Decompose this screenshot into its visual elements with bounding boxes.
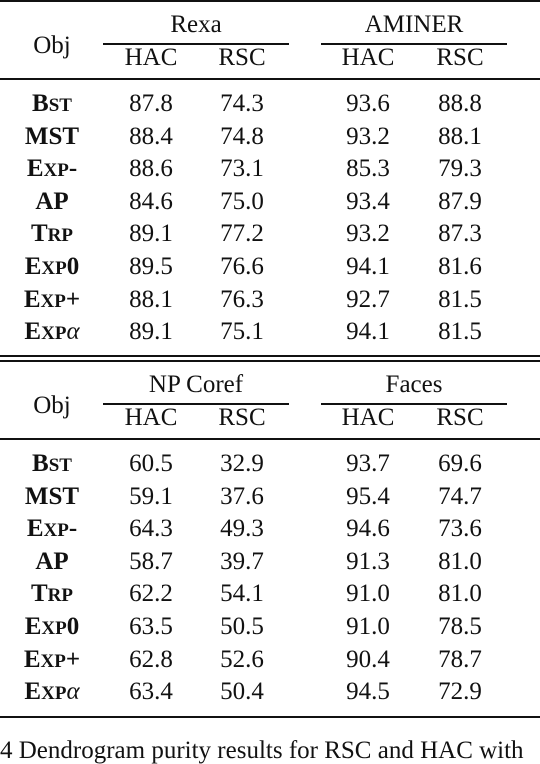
table-cell: 77.2 (220, 220, 264, 248)
table-cell: 95.4 (346, 482, 390, 510)
objective-label: BST (32, 90, 72, 117)
sub-header-hac: HAC (341, 44, 395, 71)
objective-label: EXP0 (24, 613, 80, 640)
table-cell: 39.7 (220, 547, 264, 575)
sub-header-rsc: RSC (218, 404, 266, 431)
table-cell: 32.9 (220, 450, 264, 477)
obj-header: Obj (33, 392, 71, 419)
table-cell: 93.6 (346, 90, 390, 117)
table-cell: 88.6 (129, 155, 173, 183)
table-cell: 62.2 (129, 580, 173, 608)
objective-label: TRP (30, 580, 74, 608)
table-cell: 94.6 (346, 515, 390, 543)
objective-label: EXP- (26, 155, 78, 183)
table-cell: 63.4 (129, 678, 173, 706)
table-cell: 93.4 (346, 187, 390, 215)
sub-header-rsc: RSC (218, 44, 266, 71)
table-cell: 92.7 (346, 285, 390, 313)
table-cell: 64.3 (129, 515, 173, 543)
table-cell: 93.2 (346, 220, 390, 248)
bottom-rule (0, 716, 540, 718)
table-cell: 91.0 (346, 580, 390, 608)
table-cell: 37.6 (220, 482, 264, 510)
header-rule (0, 438, 540, 440)
objective-label: MST (24, 482, 80, 510)
group-header: Faces (385, 371, 443, 398)
table-cell: 74.8 (220, 122, 264, 150)
header-rule (0, 78, 540, 80)
table-cell: 58.7 (129, 547, 173, 575)
table-cell: 76.3 (220, 285, 264, 313)
objective-label: EXP0 (24, 253, 80, 280)
table-cell: 59.1 (129, 482, 173, 510)
group-header: Rexa (170, 11, 222, 38)
table-cell: 93.2 (346, 122, 390, 150)
table-cell: 84.6 (129, 187, 173, 215)
objective-label: AP (35, 187, 69, 215)
table-cell: 73.1 (220, 155, 264, 183)
table-cell: 91.0 (346, 613, 390, 640)
objective-label: TRP (30, 220, 74, 248)
table-cell: 74.3 (220, 90, 264, 117)
table-cell: 93.7 (346, 450, 390, 477)
table-cell: 85.3 (346, 155, 390, 183)
table-cell: 52.6 (220, 645, 264, 673)
table-cell: 49.3 (220, 515, 264, 543)
table-cell: 94.1 (346, 318, 390, 346)
table-cell: 74.7 (438, 482, 482, 510)
table-cell: 63.5 (129, 613, 173, 640)
table-cell: 78.5 (438, 613, 482, 640)
table-cell: 81.0 (438, 580, 482, 608)
table-cell: 69.6 (438, 450, 482, 477)
table-cell: 79.3 (438, 155, 482, 183)
table-cell: 89.1 (129, 318, 173, 346)
table-block-2 (0, 360, 540, 718)
table-cell: 54.1 (220, 580, 264, 608)
table-cell: 88.1 (129, 285, 173, 313)
objective-label: MST (24, 122, 80, 150)
objective-label: AP (35, 547, 69, 575)
table-cell: 87.3 (438, 220, 482, 248)
table-cell: 88.4 (129, 122, 173, 150)
group-header: AMINER (364, 11, 464, 38)
table-cell: 88.8 (438, 90, 482, 117)
table-cell: 60.5 (129, 450, 173, 477)
table-cell: 75.1 (220, 318, 264, 346)
objective-label: EXP+ (23, 285, 81, 313)
table-cell: 50.4 (220, 678, 264, 706)
sub-header-hac: HAC (124, 404, 178, 431)
objective-label: BST (32, 450, 72, 477)
table-cell: 90.4 (346, 645, 390, 673)
objective-label: EXP+ (23, 645, 81, 673)
table-cell: 87.8 (129, 90, 173, 117)
table-cell: 76.6 (220, 253, 264, 280)
table-cell: 91.3 (346, 547, 390, 575)
table-cell: 88.1 (438, 122, 482, 150)
table-caption: 4 Dendrogram purity results for RSC and HAC with (0, 737, 524, 764)
table-cell: 50.5 (220, 613, 264, 640)
table-cell: 81.5 (438, 318, 482, 346)
table-cell: 75.0 (220, 187, 264, 215)
table-cell: 73.6 (438, 515, 482, 543)
sub-header-rsc: RSC (436, 404, 484, 431)
table-block-1 (0, 0, 540, 358)
table-cell: 72.9 (438, 678, 482, 706)
objective-label: EXPα (24, 318, 80, 346)
sub-header-hac: HAC (341, 404, 395, 431)
group-header: NP Coref (148, 371, 244, 398)
objective-label: EXPα (24, 678, 80, 706)
table-cell: 81.5 (438, 285, 482, 313)
sub-header-rsc: RSC (436, 44, 484, 71)
table-cell: 89.1 (129, 220, 173, 248)
table-cell: 81.0 (438, 547, 482, 575)
table-cell: 89.5 (129, 253, 173, 280)
double-rule-top (0, 355, 540, 357)
table-cell: 62.8 (129, 645, 173, 673)
obj-header: Obj (33, 32, 71, 59)
table-cell: 78.7 (438, 645, 482, 673)
table-cell: 94.1 (346, 253, 390, 280)
objective-label: EXP- (26, 515, 78, 543)
sub-header-hac: HAC (124, 44, 178, 71)
table-cell: 81.6 (438, 253, 482, 280)
table-cell: 94.5 (346, 678, 390, 706)
table-cell: 87.9 (438, 187, 482, 215)
